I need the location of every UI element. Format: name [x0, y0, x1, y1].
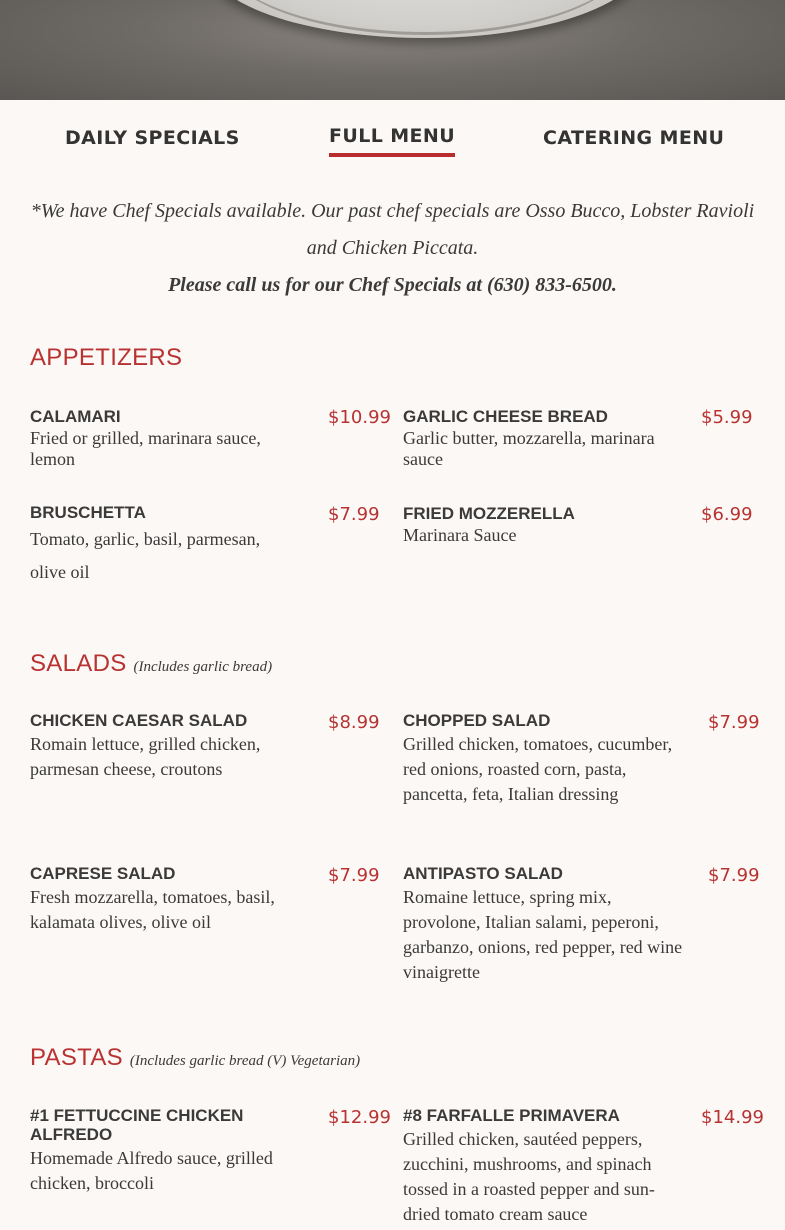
- section-title-appetizers: [30, 344, 182, 372]
- item-description: Garlic butter, mozzarella, marinara sauce: [403, 428, 655, 469]
- menu-item: [30, 503, 290, 589]
- item-description: Grilled chicken, sautéed peppers, zucchini, mushrooms, and spinach tossed in a roasted pepper and sun-dried tomato cream sauce: [403, 1129, 655, 1224]
- section-title-text: PASTAS: [30, 1044, 123, 1071]
- section-note: (Includes garlic bread (V) Vegetarian): [129, 1053, 361, 1069]
- hero-food-image: [0, 0, 785, 100]
- item-price: $7.99: [708, 865, 760, 886]
- menu-item: [403, 407, 683, 470]
- item-price: $8.99: [328, 712, 380, 733]
- item-description: Fresh mozzarella, tomatoes, basil, kalamata olives, olive oil: [30, 887, 275, 932]
- menu-item: [403, 864, 683, 985]
- item-name: CAPRESE SALAD: [30, 864, 176, 883]
- item-price: $10.99: [328, 407, 391, 428]
- item-description: Tomato, garlic, basil, parmesan, olive oil: [30, 529, 261, 582]
- chef-specials-notice: *We have Chef Specials available. Our past chef specials are Osso Bucco, Lobster Ravioli: [30, 200, 755, 222]
- item-description: Fried or grilled, marinara sauce, lemon: [30, 428, 261, 469]
- section-title-text: SALADS: [30, 650, 127, 677]
- item-description: Grilled chicken, tomatoes, cucumber, red onions, roasted corn, pasta, pancetta, feta, Italian dressing: [403, 734, 673, 804]
- tab-daily-specials[interactable]: DAILY SPECIALS: [65, 127, 240, 149]
- item-name: CALAMARI: [30, 407, 121, 426]
- item-price: $7.99: [328, 504, 380, 525]
- menu-item: [30, 711, 305, 782]
- chef-specials-phone: Please call us for our Chef Specials at (630) 833-6500.: [168, 274, 617, 296]
- item-price: $6.99: [701, 504, 753, 525]
- menu-item: [30, 407, 300, 470]
- item-price: $7.99: [708, 712, 760, 733]
- chef-specials-notice-cont: and Chicken Piccata.: [306, 237, 479, 259]
- item-description: Romain lettuce, grilled chicken, parmesan cheese, croutons: [30, 734, 261, 779]
- section-title-salads: [30, 650, 272, 678]
- item-name: BRUSCHETTA: [30, 503, 146, 522]
- item-name: #1 FETTUCCINE CHICKEN ALFREDO: [30, 1106, 244, 1144]
- menu-item: [403, 711, 683, 807]
- item-description: Homemade Alfredo sauce, grilled chicken, broccoli: [30, 1148, 273, 1193]
- item-price: $14.99: [701, 1107, 764, 1128]
- menu-item: [30, 864, 305, 935]
- menu-item: [30, 1106, 300, 1196]
- item-name: CHOPPED SALAD: [403, 711, 551, 730]
- item-price: $12.99: [328, 1107, 391, 1128]
- tab-catering-menu[interactable]: CATERING MENU: [543, 127, 725, 149]
- section-note: (Includes garlic bread): [133, 659, 273, 675]
- section-title-text: APPETIZERS: [30, 344, 183, 371]
- item-description: Marinara Sauce: [403, 525, 517, 545]
- tab-full-menu[interactable]: FULL MENU: [329, 125, 455, 157]
- item-name: FRIED MOZZERELLA: [403, 504, 575, 523]
- item-price: $5.99: [701, 407, 753, 428]
- item-price: $7.99: [328, 865, 380, 886]
- menu-item: [403, 1106, 683, 1227]
- item-name: #8 FARFALLE PRIMAVERA: [403, 1106, 620, 1125]
- item-name: CHICKEN CAESAR SALAD: [30, 711, 248, 730]
- item-description: Romaine lettuce, spring mix, provolone, Italian salami, peperoni, garbanzo, onions, red pepper, red wine vinaigrette: [403, 887, 683, 982]
- section-title-pastas: [30, 1044, 360, 1072]
- menu-item: [403, 504, 683, 546]
- item-name: ANTIPASTO SALAD: [403, 864, 563, 883]
- item-name: GARLIC CHEESE BREAD: [403, 407, 608, 426]
